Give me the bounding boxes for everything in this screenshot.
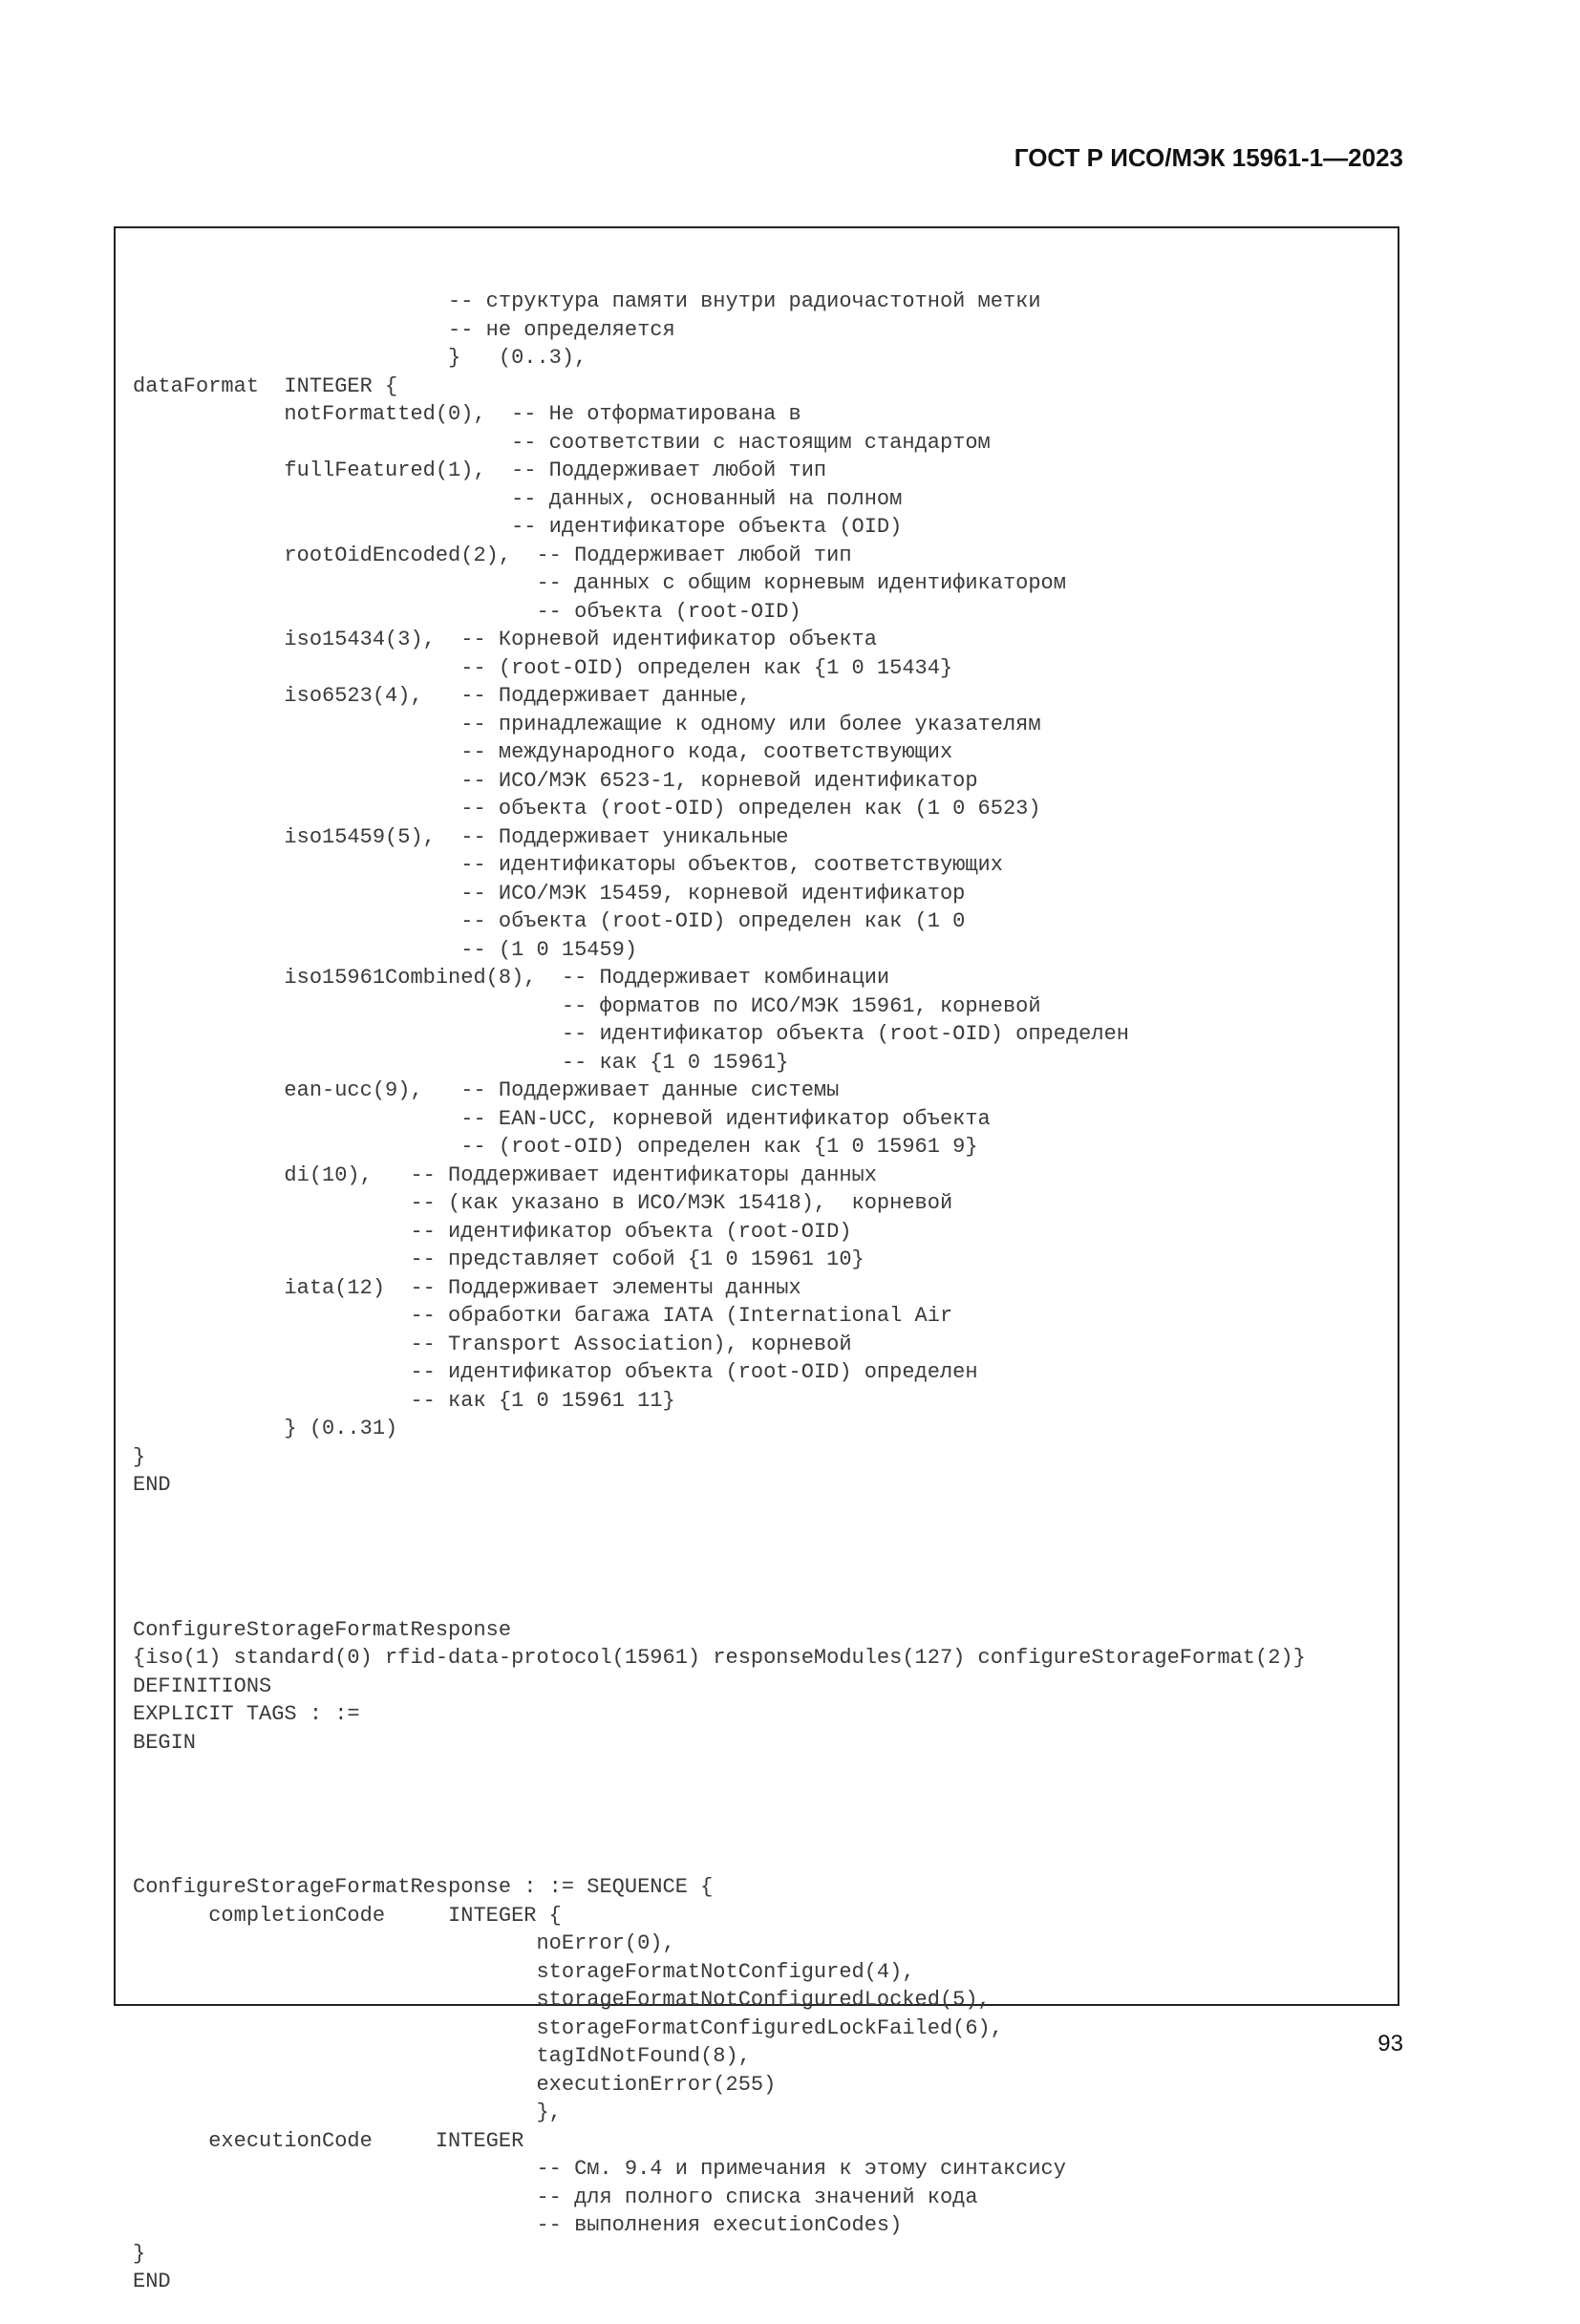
code-block-dataformat: -- структура памяти внутри радиочастотной метки -- не определяется } (0..3), dataFormat INTEGER { notFormatted(0), -- Не отформатирована в -- соответствии с настоящим стандартом fullFeatured(1), -- Поддерживает любой тип -- данных, основанный на полном -- идентификаторе объекта (OID) rootOidEncoded(2), -- Поддерживает любой тип -- данных с общим корневым идентификатором -- объекта (root-OID) iso15434(3), -- Корневой идентификатор объекта -- (root-OID) определен как {1 0 15434} iso6523(4), -- Поддерживает данные, -- принадлежащие к одному или более указателям -- международного кода, соответствующих -- ИСО/МЭК 6523-1, корневой идентификатор -- объекта (root-OID) определен как (1 0 6523) iso15459(5), -- Поддерживает уникальные -- идентификаторы объектов, соответствующих -- ИСО/МЭК 15459, корневой идентификатор -- объекта (root-OID) определен как (1 0 -- (1 0 15459) iso15961Combined(8), -- Поддерживает комбинации -- форматов по ИСО/МЭК 15961, корневой -- идентификатор объекта (root-OID) определен -- как {1 0 15961} ean-ucc(9), -- Поддерживает данные системы -- EAN-UCC, корневой идентификатор объекта -- (root-OID) определен как {1 0 15961 9} di(10), -- Поддерживает идентификаторы данных -- (как указано в ИСО/МЭК 15418), корневой -- идентификатор объекта (root-OID) -- представляет собой {1 0 15961 10} iata(12) -- Поддерживает элементы данных -- обработки багажа IATA (International Air -- Transport Association), корневой -- идентификатор объекта (root-OID) определен -- как {1 0 15961 11} } (0..31) } END: [133, 289, 1129, 1497]
code-block-module-header: ConfigureStorageFormatResponse {iso(1) standard(0) rfid-data-protocol(15961) responseModules(127) configureStorageFormat(2)} DEFINITIONS EXPLICIT TAGS : := BEGIN: [133, 1617, 1306, 1755]
document-header: ГОСТ Р ИСО/МЭК 15961-1—2023: [1014, 143, 1403, 172]
asn1-code-listing: [133, 231, 1306, 2324]
code-block-response-sequence: ConfigureStorageFormatResponse : := SEQUENCE { completionCode INTEGER { noError(0), storageFormatNotConfigured(4), storageFormatNotConfiguredLocked(5), storageFormatConfiguredLockFailed(6), tagIdNotFound(8), executionError(255) }, executionCode INTEGER -- См. 9.4 и примечания к этому синтаксису -- для полного списка значений кода -- выполнения executionCodes) } END: [133, 1875, 1066, 2293]
page-number: 93: [1377, 2031, 1403, 2057]
